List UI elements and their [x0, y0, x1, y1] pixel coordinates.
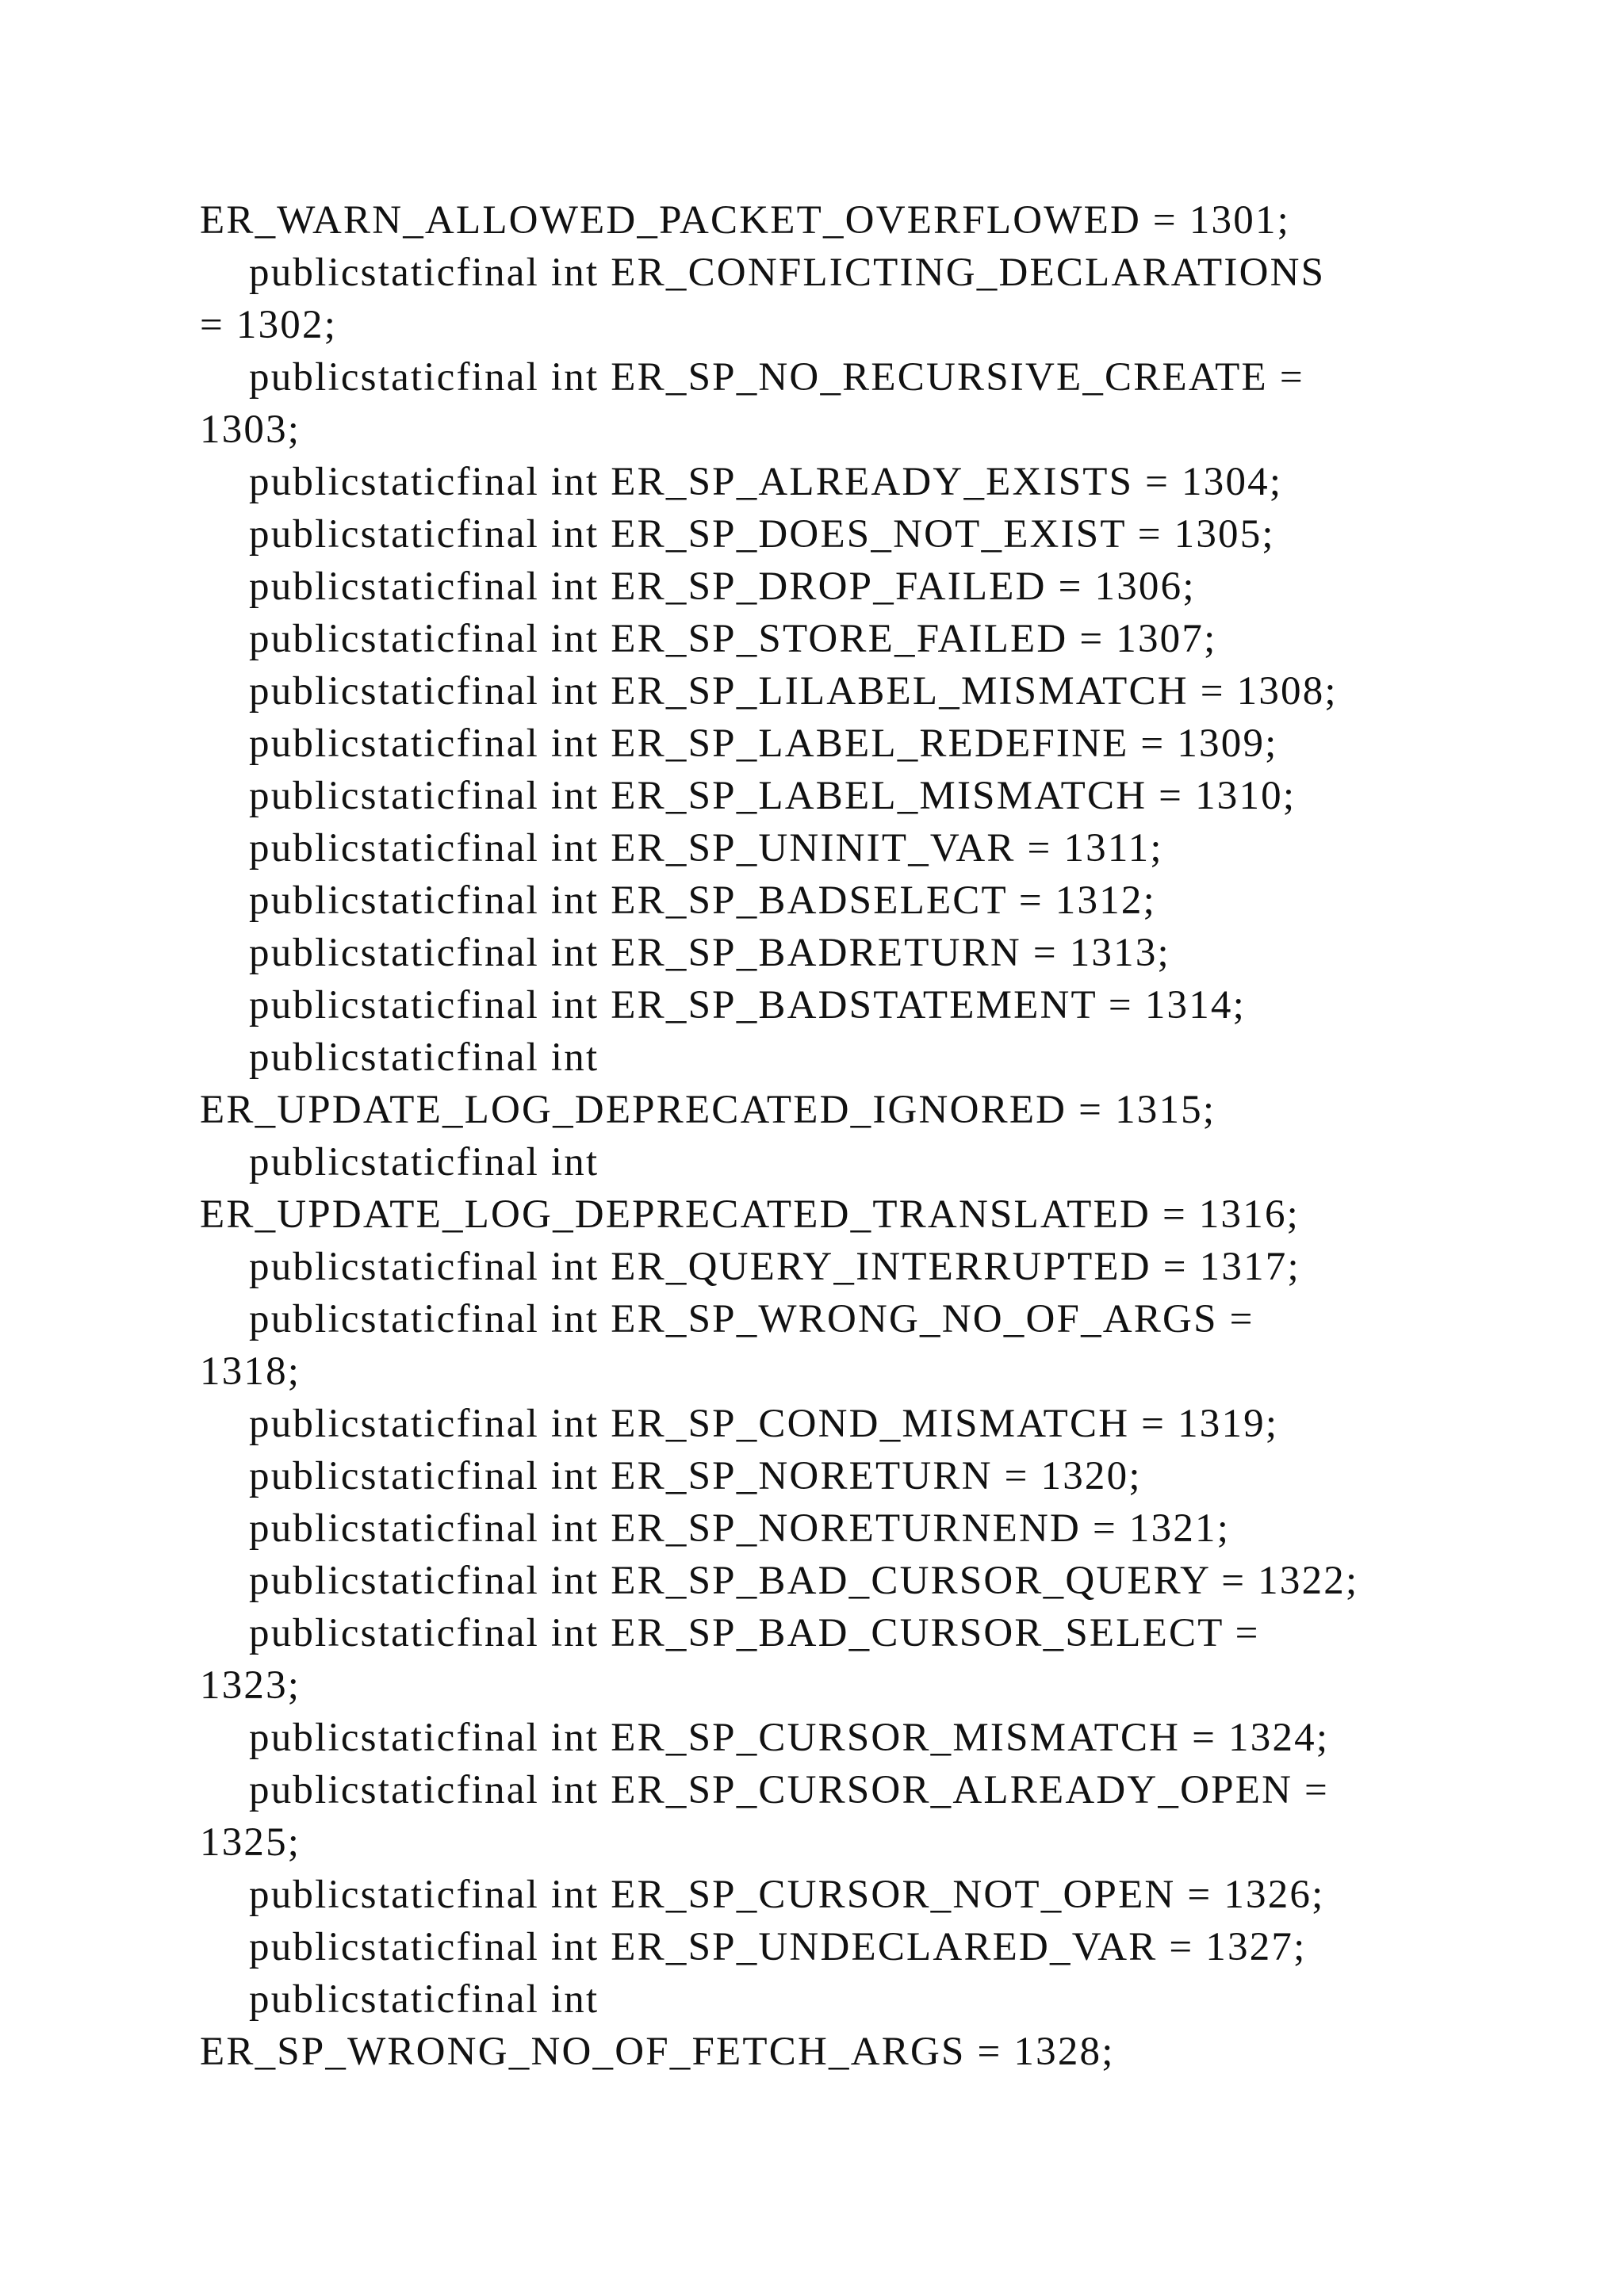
- text-line: publicstaticfinal int ER_QUERY_INTERRUPTED = 1317;: [249, 1245, 1300, 1289]
- text-line: publicstaticfinal int ER_SP_CURSOR_MISMATCH = 1324;: [249, 1716, 1330, 1760]
- text-line: publicstaticfinal int ER_SP_DROP_FAILED = 1306;: [249, 564, 1196, 609]
- text-line: 1303;: [200, 408, 301, 452]
- text-line: = 1302;: [200, 303, 338, 347]
- text-line: publicstaticfinal int ER_SP_CURSOR_NOT_OPEN = 1326;: [249, 1873, 1325, 1917]
- text-line: publicstaticfinal int: [249, 1140, 599, 1184]
- text-line: publicstaticfinal int ER_SP_NO_RECURSIVE_CREATE =: [249, 355, 1304, 400]
- text-line: ER_SP_WRONG_NO_OF_FETCH_ARGS = 1328;: [200, 2030, 1115, 2074]
- text-line: ER_UPDATE_LOG_DEPRECATED_IGNORED = 1315;: [200, 1088, 1216, 1132]
- text-line: publicstaticfinal int ER_CONFLICTING_DECLARATIONS: [249, 251, 1326, 295]
- text-line: publicstaticfinal int ER_SP_COND_MISMATCH = 1319;: [249, 1402, 1279, 1446]
- text-line: publicstaticfinal int ER_SP_NORETURNEND = 1321;: [249, 1506, 1231, 1551]
- text-line: publicstaticfinal int ER_SP_LILABEL_MISMATCH = 1308;: [249, 669, 1338, 714]
- text-line: publicstaticfinal int ER_SP_BADSELECT = 1312;: [249, 878, 1156, 923]
- text-line: publicstaticfinal int ER_SP_STORE_FAILED = 1307;: [249, 617, 1217, 661]
- text-line: publicstaticfinal int: [249, 1977, 599, 2022]
- text-line: 1318;: [200, 1349, 301, 1394]
- text-line: publicstaticfinal int ER_SP_BAD_CURSOR_QUERY = 1322;: [249, 1559, 1359, 1603]
- text-line: publicstaticfinal int: [249, 1035, 599, 1080]
- text-line: publicstaticfinal int ER_SP_ALREADY_EXISTS = 1304;: [249, 460, 1283, 504]
- text-line: publicstaticfinal int ER_SP_LABEL_REDEFINE = 1309;: [249, 721, 1278, 766]
- text-line: publicstaticfinal int ER_SP_DOES_NOT_EXIST = 1305;: [249, 512, 1275, 557]
- text-line: 1323;: [200, 1663, 301, 1708]
- text-line: publicstaticfinal int ER_SP_BAD_CURSOR_SELECT =: [249, 1611, 1260, 1655]
- text-line: publicstaticfinal int ER_SP_NORETURN = 1320;: [249, 1454, 1142, 1498]
- text-line: publicstaticfinal int ER_SP_UNDECLARED_VAR = 1327;: [249, 1925, 1307, 1969]
- text-line: publicstaticfinal int ER_SP_BADRETURN = 1313;: [249, 931, 1170, 975]
- text-line: ER_WARN_ALLOWED_PACKET_OVERFLOWED = 1301;: [200, 198, 1291, 243]
- document-body: [200, 194, 1484, 2078]
- text-line: ER_UPDATE_LOG_DEPRECATED_TRANSLATED = 1316;: [200, 1192, 1300, 1237]
- text-line: publicstaticfinal int ER_SP_LABEL_MISMATCH = 1310;: [249, 774, 1297, 818]
- text-line: 1325;: [200, 1820, 301, 1865]
- text-line: publicstaticfinal int ER_SP_CURSOR_ALREADY_OPEN =: [249, 1768, 1330, 1812]
- text-line: publicstaticfinal int ER_SP_WRONG_NO_OF_ARGS =: [249, 1297, 1254, 1341]
- text-line: publicstaticfinal int ER_SP_UNINIT_VAR = 1311;: [249, 826, 1163, 871]
- text-line: publicstaticfinal int ER_SP_BADSTATEMENT = 1314;: [249, 983, 1246, 1027]
